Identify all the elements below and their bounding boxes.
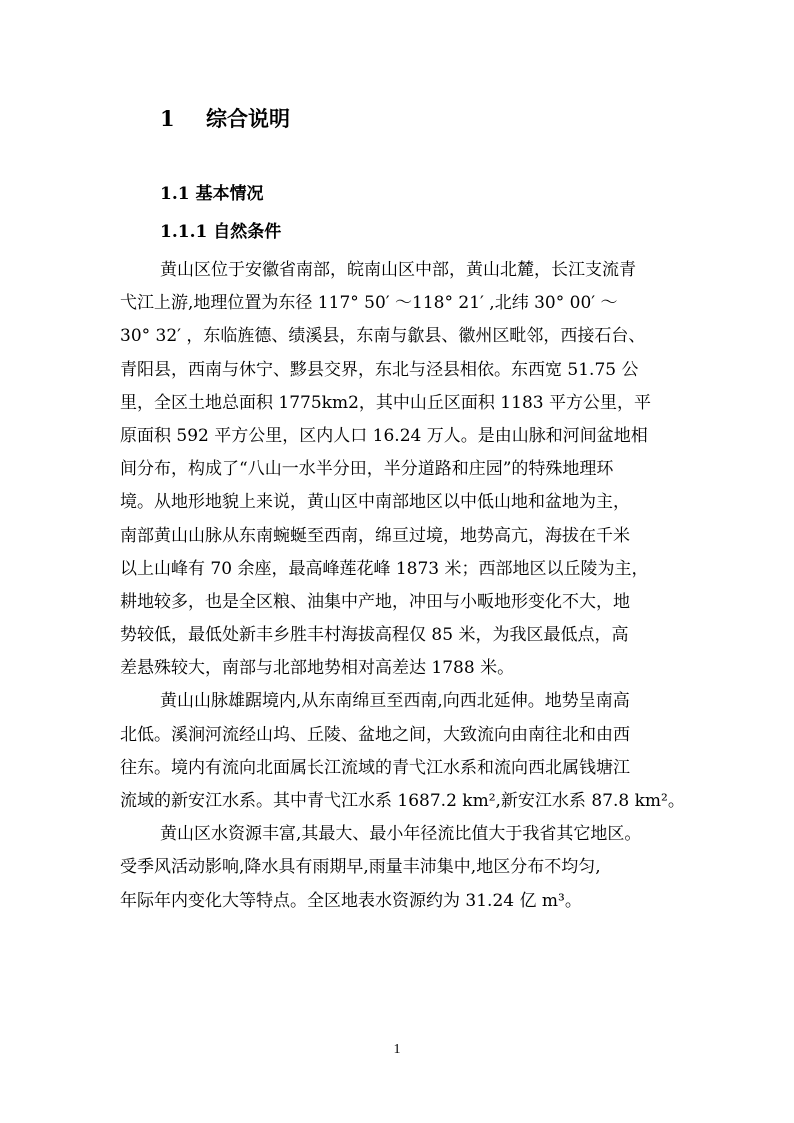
paragraph-line: 势较低，最低处新丰乡胜丰村海拔高程仅 85 米，为我区最低点，高 — [120, 625, 629, 646]
paragraph-line: 南部黄山山脉从东南蜿蜒至西南，绵亘过境，地势高亢，海拔在千米 — [120, 525, 630, 546]
paragraph-line: 差悬殊较大，南部与北部地势相对高差达 1788 米。 — [120, 658, 515, 679]
subsection-heading: 1.1.1 自然条件 — [160, 222, 282, 242]
paragraph-line: 黄山山脉雄踞境内,从东南绵亘至西南,向西北延伸。地势呈南高 — [160, 691, 630, 712]
paragraph-line: 原面积 592 平方公里，区内人口 16.24 万人。是由山脉和河间盆地相 — [120, 425, 648, 446]
section-heading: 1.1 基本情况 — [160, 184, 264, 204]
paragraph-line: 受季风活动影响,降水具有雨期早,雨量丰沛集中,地区分布不均匀, — [120, 857, 601, 878]
body-text — [120, 254, 685, 918]
paragraph-line: 间分布，构成了“八山一水半分田，半分道路和庄园”的特殊地理环 — [120, 459, 614, 480]
paragraph-line: 流域的新安江水系。其中青弋江水系 1687.2 km²,新安江水系 87.8 km²。 — [120, 791, 685, 811]
paragraph-line: 黄山区水资源丰富,其最大、最小年径流比值大于我省其它地区。 — [160, 824, 642, 845]
paragraph-line: 青阳县，西南与休宁、黟县交界，东北与泾县相依。东西宽 51.75 公 — [120, 359, 639, 380]
paragraph-line: 年际年内变化大等特点。全区地表水资源约为 31.24 亿 m³。 — [120, 890, 582, 911]
paragraph-line: 耕地较多，也是全区粮、油集中产地，冲田与小畈地形变化不大，地 — [120, 591, 630, 612]
paragraph-line: 黄山区位于安徽省南部，皖南山区中部，黄山北麓，长江支流青 — [160, 260, 636, 280]
paragraph-line: 30° 32′ ，东临旌德、绩溪县，东南与歙县、徽州区毗邻，西接石台、 — [120, 326, 646, 347]
paragraph-line: 北低。溪涧河流经山坞、丘陵、盆地之间，大致流向由南往北和由西 — [120, 724, 630, 745]
paragraph-line: 以上山峰有 70 余座，最高峰莲花峰 1873 米；西部地区以丘陵为主， — [120, 558, 649, 579]
paragraph-line: 往东。境内有流向北面属长江流域的青弋江水系和流向西北属钱塘江 — [120, 757, 630, 778]
chapter-heading — [160, 104, 290, 134]
paragraph-line: 境。从地形地貌上来说，黄山区中南部地区以中低山地和盆地为主， — [120, 492, 630, 513]
paragraph-line: 弋江上游,地理位置为东径 117° 50′ ～118° 21′ ,北纬 30° 00′ ～ — [120, 293, 618, 314]
chapter-title: 综合说明 — [206, 106, 290, 131]
paragraph-line: 里，全区土地总面积 1775km2，其中山丘区面积 1183 平方公里，平 — [120, 392, 651, 413]
chapter-number: 1 — [160, 106, 175, 131]
page-number: 1 — [393, 1042, 401, 1057]
